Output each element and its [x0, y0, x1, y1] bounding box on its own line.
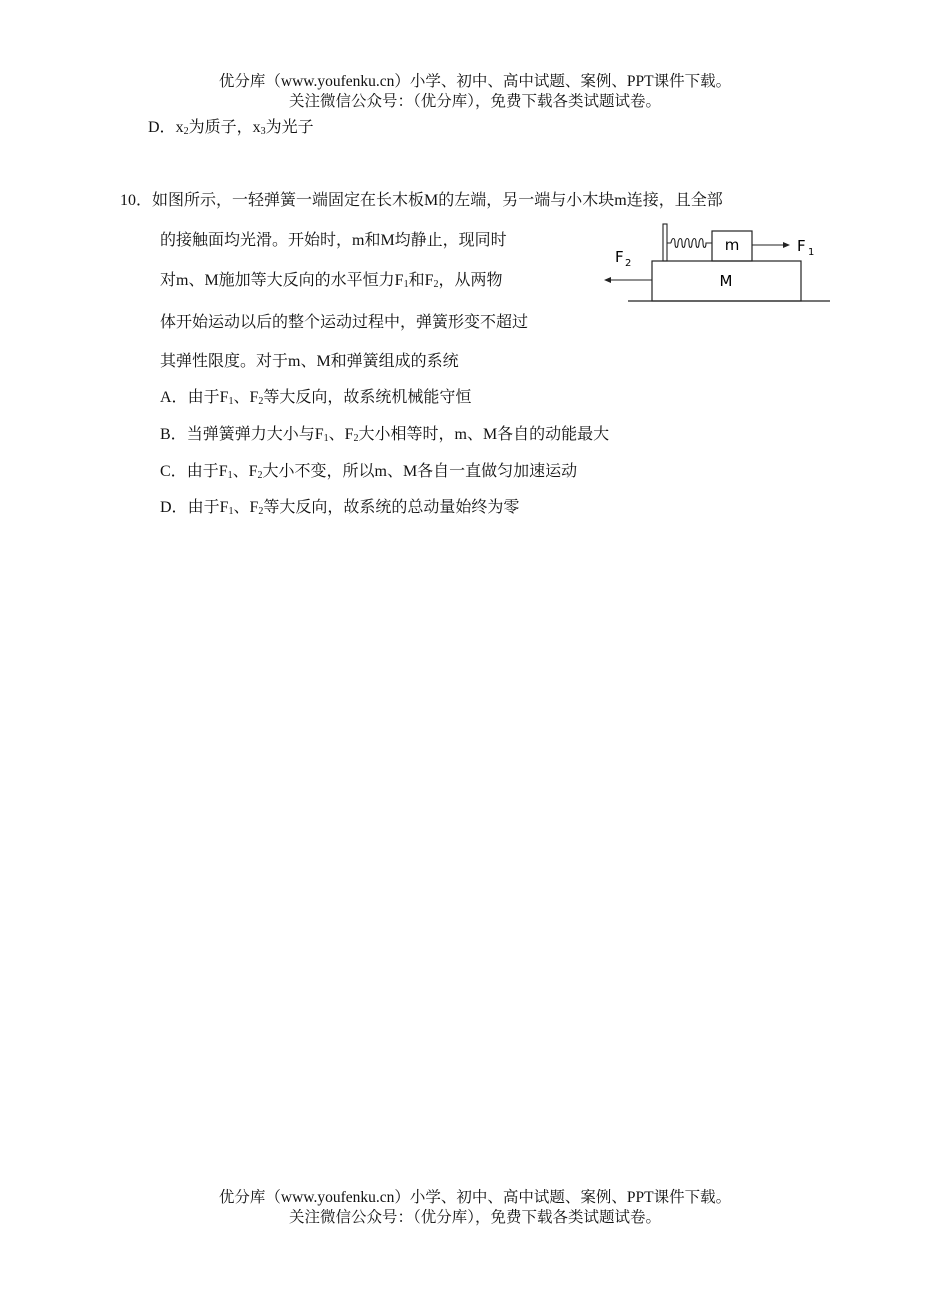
previous-option-d: D．$x_2$为质子，$x_3$为光子	[148, 119, 314, 137]
footer-line-1: 优分库（www.youfenku.cn）小学、初中、高中试题、案例、PPT课件下载。	[218, 1189, 732, 1206]
page-header	[0, 72, 950, 112]
question-stem-line-2: 的接触面均光滑。开始时，m和M均静止，现同时	[160, 232, 507, 249]
option-a: A．由于$F_1$、$F_2$等大反向，故系统机械能守恒	[160, 389, 472, 407]
label-F2-sub: 2	[625, 258, 632, 269]
label-m: m	[724, 236, 740, 254]
question-stem-line-5: 其弹性限度。对于m、M和弹簧组成的系统	[160, 353, 459, 370]
question-stem-line-3: 对m、M施加等大反向的水平恒力$F_1$和$F_2$，从两物	[160, 272, 503, 290]
header-line-2: 关注微信公众号：（优分库），免费下载各类试题试卷。	[288, 93, 661, 110]
footer-line-2: 关注微信公众号：（优分库），免费下载各类试题试卷。	[288, 1209, 661, 1226]
question-stem-line-1: 10．如图所示，一轻弹簧一端固定在长木板M的左端，另一端与小木块m连接，且全部	[120, 192, 723, 209]
fixed-wall	[663, 224, 667, 261]
option-c: C．由于$F_1$、$F_2$大小不变，所以m、M各自一直做匀加速运动	[160, 463, 578, 481]
arrowhead-right	[783, 242, 790, 248]
page-footer	[0, 1188, 950, 1228]
arrowhead-left	[604, 277, 611, 283]
label-F1: F	[797, 237, 806, 255]
label-F2: F	[615, 248, 624, 266]
option-d: D．由于$F_1$、$F_2$等大反向，故系统的总动量始终为零	[160, 499, 520, 517]
spring-block-diagram	[600, 222, 832, 308]
question-stem-line-4: 体开始运动以后的整个运动过程中，弹簧形变不超过	[160, 314, 529, 331]
header-line-1: 优分库（www.youfenku.cn）小学、初中、高中试题、案例、PPT课件下载。	[218, 73, 732, 90]
question-number: 10．	[120, 192, 153, 209]
option-b: B．当弹簧弹力大小与$F_1$、$F_2$大小相等时，m、M各自的动能最大	[160, 426, 610, 444]
label-F1-sub: 1	[808, 247, 815, 258]
spring	[667, 239, 712, 248]
label-M: M	[719, 272, 733, 290]
